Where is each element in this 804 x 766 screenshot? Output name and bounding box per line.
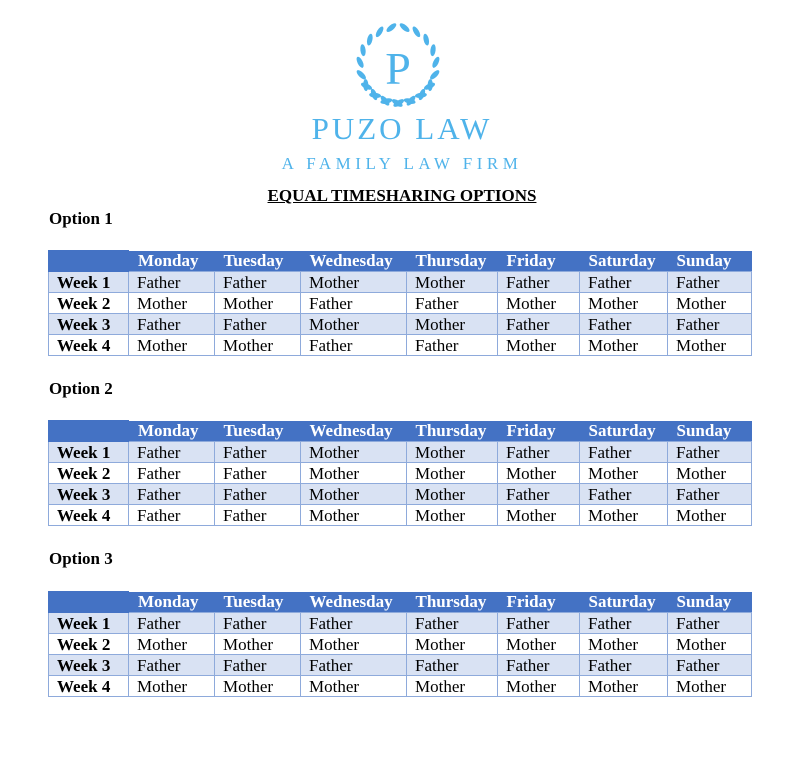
parent-cell: Mother (580, 676, 668, 697)
parent-cell: Father (668, 484, 752, 505)
parent-cell: Father (668, 442, 752, 463)
parent-cell: Mother (580, 293, 668, 314)
week-label: Week 4 (49, 505, 129, 526)
day-header-sunday: Sunday (668, 251, 752, 272)
parent-cell: Father (580, 314, 668, 335)
parent-cell: Mother (668, 634, 752, 655)
parent-cell: Mother (668, 505, 752, 526)
parent-cell: Mother (215, 335, 301, 356)
parent-cell: Mother (580, 634, 668, 655)
parent-cell: Mother (129, 293, 215, 314)
parent-cell: Mother (215, 293, 301, 314)
parent-cell: Mother (498, 634, 580, 655)
week-label: Week 1 (49, 442, 129, 463)
parent-cell: Father (129, 314, 215, 335)
parent-cell: Father (668, 272, 752, 293)
day-header-wednesday: Wednesday (301, 592, 407, 613)
day-header-thursday: Thursday (407, 421, 498, 442)
parent-cell: Father (129, 613, 215, 634)
parent-cell: Father (215, 505, 301, 526)
parent-cell: Father (215, 613, 301, 634)
parent-cell: Father (580, 613, 668, 634)
laurel-leaf (366, 33, 374, 46)
laurel-leaf (385, 22, 398, 34)
parent-cell: Mother (407, 484, 498, 505)
table-row (49, 676, 752, 697)
parent-cell: Father (215, 655, 301, 676)
parent-cell: Father (129, 442, 215, 463)
day-header-thursday: Thursday (407, 251, 498, 272)
laurel-leaf (431, 56, 441, 69)
parent-cell: Mother (129, 676, 215, 697)
parent-cell: Father (580, 484, 668, 505)
week-label: Week 1 (49, 613, 129, 634)
parent-cell: Father (301, 613, 407, 634)
parent-cell: Mother (580, 335, 668, 356)
parent-cell: Father (129, 484, 215, 505)
table-row (49, 634, 752, 655)
parent-cell: Mother (129, 634, 215, 655)
day-header-saturday: Saturday (580, 592, 668, 613)
table-row (49, 655, 752, 676)
day-header-tuesday: Tuesday (215, 251, 301, 272)
week-label: Week 1 (49, 272, 129, 293)
parent-cell: Father (498, 314, 580, 335)
table-header-row (49, 592, 752, 613)
parent-cell: Father (301, 655, 407, 676)
parent-cell: Mother (407, 314, 498, 335)
firm-subtitle: A FAMILY LAW FIRM (281, 154, 523, 173)
parent-cell: Father (129, 463, 215, 484)
parent-cell: Mother (215, 676, 301, 697)
week-label: Week 2 (49, 634, 129, 655)
parent-cell: Mother (407, 272, 498, 293)
parent-cell: Mother (215, 634, 301, 655)
parent-cell: Father (498, 484, 580, 505)
parent-cell: Father (498, 655, 580, 676)
parent-cell: Mother (498, 676, 580, 697)
parent-cell: Father (215, 442, 301, 463)
header-corner-cell (49, 421, 129, 442)
laurel-leaf (355, 69, 367, 81)
laurel-leaf (411, 25, 422, 38)
parent-cell: Mother (498, 505, 580, 526)
option-1-label: Option 1 (49, 209, 113, 228)
parent-cell: Mother (301, 484, 407, 505)
parent-cell: Mother (301, 676, 407, 697)
option-1-schedule-table (48, 250, 752, 356)
day-header-friday: Friday (498, 592, 580, 613)
parent-cell: Father (301, 335, 407, 356)
parent-cell: Mother (407, 676, 498, 697)
table-row (49, 613, 752, 634)
parent-cell: Mother (301, 634, 407, 655)
parent-cell: Father (407, 613, 498, 634)
table-row (49, 272, 752, 293)
day-header-friday: Friday (498, 251, 580, 272)
logo-letter: P (385, 43, 411, 94)
option-3-label: Option 3 (49, 549, 113, 568)
parent-cell: Father (580, 272, 668, 293)
parent-cell: Father (407, 655, 498, 676)
parent-cell: Father (498, 272, 580, 293)
day-header-wednesday: Wednesday (301, 251, 407, 272)
parent-cell: Mother (301, 272, 407, 293)
parent-cell: Mother (407, 634, 498, 655)
laurel-leaf (429, 69, 441, 81)
week-label: Week 3 (49, 314, 129, 335)
parent-cell: Mother (129, 335, 215, 356)
day-header-monday: Monday (129, 592, 215, 613)
table-row (49, 505, 752, 526)
week-label: Week 4 (49, 676, 129, 697)
parent-cell: Father (498, 613, 580, 634)
parent-cell: Father (668, 314, 752, 335)
table-row (49, 314, 752, 335)
parent-cell: Father (407, 293, 498, 314)
puzo-law-logo (349, 18, 447, 116)
parent-cell: Father (498, 442, 580, 463)
parent-cell: Father (668, 613, 752, 634)
day-header-monday: Monday (129, 251, 215, 272)
parent-cell: Father (301, 293, 407, 314)
parent-cell: Mother (580, 505, 668, 526)
table-row (49, 442, 752, 463)
laurel-leaf (398, 22, 411, 34)
firm-name: PUZO LAW (311, 111, 493, 146)
parent-cell: Mother (668, 676, 752, 697)
option-3-schedule-table (48, 591, 752, 697)
document-title: EQUAL TIMESHARING OPTIONS (267, 186, 537, 205)
parent-cell: Mother (301, 505, 407, 526)
laurel-leaf (360, 44, 367, 57)
day-header-tuesday: Tuesday (215, 421, 301, 442)
laurel-leaf (422, 33, 430, 46)
day-header-wednesday: Wednesday (301, 421, 407, 442)
parent-cell: Father (407, 335, 498, 356)
parent-cell: Mother (498, 335, 580, 356)
parent-cell: Mother (301, 314, 407, 335)
table-row (49, 463, 752, 484)
week-label: Week 2 (49, 293, 129, 314)
parent-cell: Father (215, 314, 301, 335)
parent-cell: Father (129, 505, 215, 526)
parent-cell: Father (215, 463, 301, 484)
table-row (49, 484, 752, 505)
option-2-label: Option 2 (49, 379, 113, 398)
laurel-leaf (369, 92, 382, 99)
laurel-leaf (430, 44, 437, 57)
parent-cell: Mother (301, 463, 407, 484)
parent-cell: Mother (498, 293, 580, 314)
laurel-leaf (374, 25, 385, 38)
table-row (49, 335, 752, 356)
parent-cell: Father (215, 484, 301, 505)
parent-cell: Father (580, 442, 668, 463)
parent-cell: Father (215, 272, 301, 293)
parent-cell: Father (129, 272, 215, 293)
week-label: Week 4 (49, 335, 129, 356)
parent-cell: Father (668, 655, 752, 676)
option-2-schedule-table (48, 420, 752, 526)
day-header-saturday: Saturday (580, 251, 668, 272)
parent-cell: Mother (407, 463, 498, 484)
day-header-friday: Friday (498, 421, 580, 442)
parent-cell: Mother (407, 442, 498, 463)
parent-cell: Mother (668, 335, 752, 356)
parent-cell: Father (129, 655, 215, 676)
table-header-row (49, 421, 752, 442)
laurel-wreath-icon (349, 18, 447, 116)
day-header-saturday: Saturday (580, 421, 668, 442)
table-row (49, 293, 752, 314)
table-header-row (49, 251, 752, 272)
parent-cell: Mother (668, 463, 752, 484)
week-label: Week 3 (49, 484, 129, 505)
parent-cell: Father (580, 655, 668, 676)
header-corner-cell (49, 592, 129, 613)
parent-cell: Mother (668, 293, 752, 314)
header-corner-cell (49, 251, 129, 272)
week-label: Week 2 (49, 463, 129, 484)
parent-cell: Mother (498, 463, 580, 484)
parent-cell: Mother (580, 463, 668, 484)
day-header-thursday: Thursday (407, 592, 498, 613)
day-header-tuesday: Tuesday (215, 592, 301, 613)
day-header-sunday: Sunday (668, 421, 752, 442)
parent-cell: Mother (407, 505, 498, 526)
day-header-sunday: Sunday (668, 592, 752, 613)
laurel-leaf (355, 56, 365, 69)
parent-cell: Mother (301, 442, 407, 463)
day-header-monday: Monday (129, 421, 215, 442)
week-label: Week 3 (49, 655, 129, 676)
